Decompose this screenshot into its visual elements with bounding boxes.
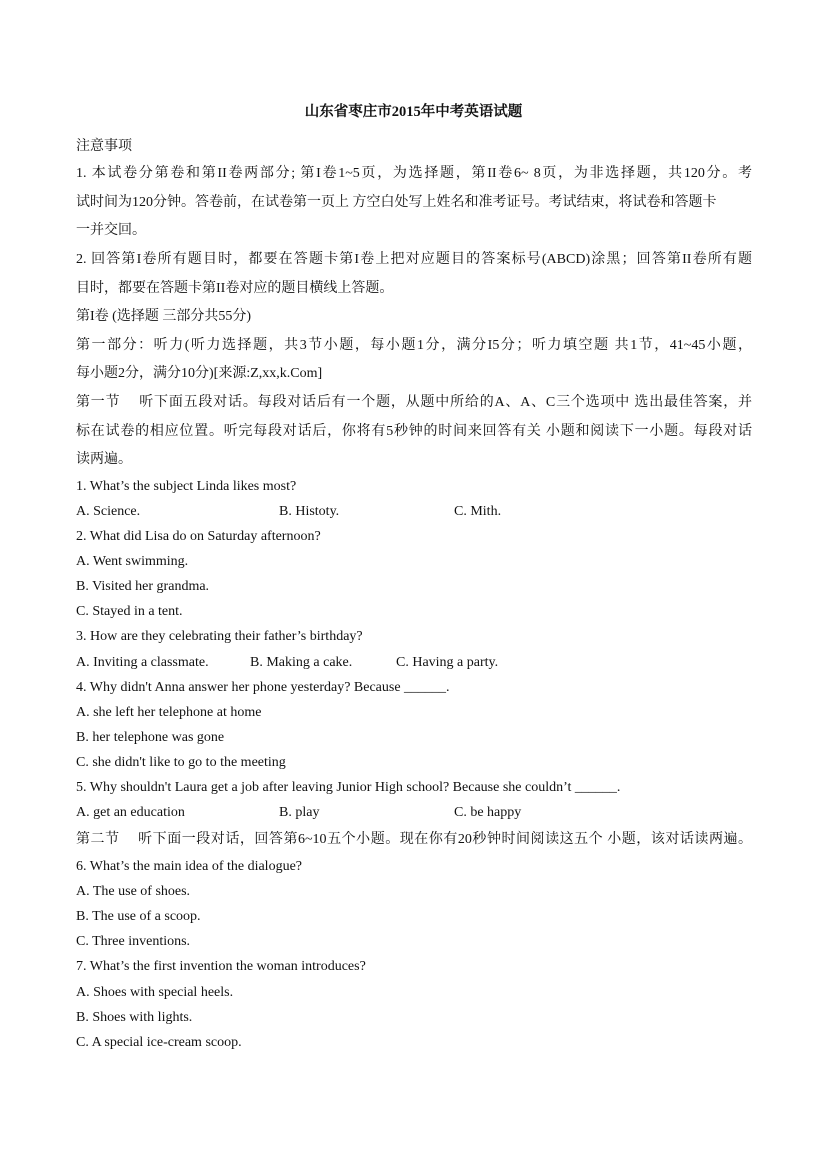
section2-text: 听下面一段对话，回答第6~10五个小题。现在你有20秒钟时间阅读这五个 小题，该对话读两遍。 xyxy=(137,832,753,847)
notice-item2-line2: 目时，都要在答题卡第II卷对应的题目横线上答题。 xyxy=(76,281,394,296)
q2-option-c: C. Stayed in a tent. xyxy=(76,604,183,619)
q7-option-c: C. A special ice-cream scoop. xyxy=(76,1035,242,1050)
q4-option-c: C. she didn't like to go to the meeting xyxy=(76,755,286,770)
q3-question: 3. How are they celebrating their father’s birthday? xyxy=(76,629,363,644)
q7-option-b: B. Shoes with lights. xyxy=(76,1010,193,1025)
volume1-heading: 第I卷 (选择题 三部分共55分) xyxy=(76,309,251,324)
q2-option-b: B. Visited her grandma. xyxy=(76,579,210,594)
notice-item2-line1: 2. 回答第I卷所有题目时，都要在答题卡第I卷上把对应题目的答案标号(ABCD)涂黑；回答第II卷所有题 xyxy=(76,252,752,267)
q5-option-b: B. play xyxy=(279,805,320,820)
q3-option-a: A. Inviting a classmate. xyxy=(76,655,209,670)
q1-option-b: B. Histoty. xyxy=(279,504,340,519)
q7-option-a: A. Shoes with special heels. xyxy=(76,985,234,1000)
section2-line xyxy=(76,832,752,848)
q6-option-b: B. The use of a scoop. xyxy=(76,909,201,924)
section2-label: 第二节 xyxy=(76,832,120,847)
q4-question: 4. Why didn't Anna answer her phone yesterday? Because ______. xyxy=(76,680,450,695)
q1-question: 1. What’s the subject Linda likes most? xyxy=(76,479,297,494)
notice-item1-line3: 一并交回。 xyxy=(76,223,146,238)
section1-label: 第一节 xyxy=(76,395,121,410)
q4-option-a: A. she left her telephone at home xyxy=(76,705,262,720)
q5-option-c: C. be happy xyxy=(454,805,522,820)
q3-option-c: C. Having a party. xyxy=(396,655,499,670)
notice-item1-line1: 1. 本试卷分第卷和第II卷两部分; 第I卷1~5页，为选择题，第II卷6~ 8页，为非选择题，共120分。考 xyxy=(76,166,752,181)
q2-option-a: A. Went swimming. xyxy=(76,554,189,569)
q1-option-a: A. Science. xyxy=(76,504,141,519)
part1-line1: 第一部分：听力(听力选择题，共3节小题，每小题1分，满分I5分；听力填空题 共1节，41~45小题， xyxy=(76,338,752,353)
notice-heading: 注意事项 xyxy=(76,139,132,154)
section1-text1: 听下面五段对话。每段对话后有一个题，从题中所给的A、A、C三个选项中 选出最佳答案，并 xyxy=(138,395,753,410)
section1-line1 xyxy=(76,395,752,411)
q6-question: 6. What’s the main idea of the dialogue? xyxy=(76,859,303,874)
q6-option-a: A. The use of shoes. xyxy=(76,884,191,899)
part1-line2: 每小题2分，满分10分)[来源:Z,xx,k.Com] xyxy=(76,366,323,381)
q5-question: 5. Why shouldn't Laura get a job after leaving Junior High school? Because she couldn’t ______. xyxy=(76,780,621,795)
section1-line3: 读两遍。 xyxy=(76,452,132,467)
q2-question: 2. What did Lisa do on Saturday afternoon? xyxy=(76,529,321,544)
q3-option-b: B. Making a cake. xyxy=(250,655,353,670)
page-title: 山东省枣庄市2015年中考英语试题 xyxy=(304,104,523,120)
q5-option-a: A. get an education xyxy=(76,805,185,820)
q7-question: 7. What’s the first invention the woman introduces? xyxy=(76,959,366,974)
q4-option-b: B. her telephone was gone xyxy=(76,730,225,745)
notice-item1-line2: 试时间为120分钟。答卷前，在试卷第一页上 方空白处写上姓名和准考证号。考试结束，将试卷和答题卡 xyxy=(76,195,717,210)
q1-option-c: C. Mith. xyxy=(454,504,502,519)
section1-line2: 标在试卷的相应位置。听完每段对话后，你将有5秒钟的时间来回答有关 小题和阅读下一小题。每段对话 xyxy=(76,424,752,439)
q6-option-c: C. Three inventions. xyxy=(76,934,191,949)
